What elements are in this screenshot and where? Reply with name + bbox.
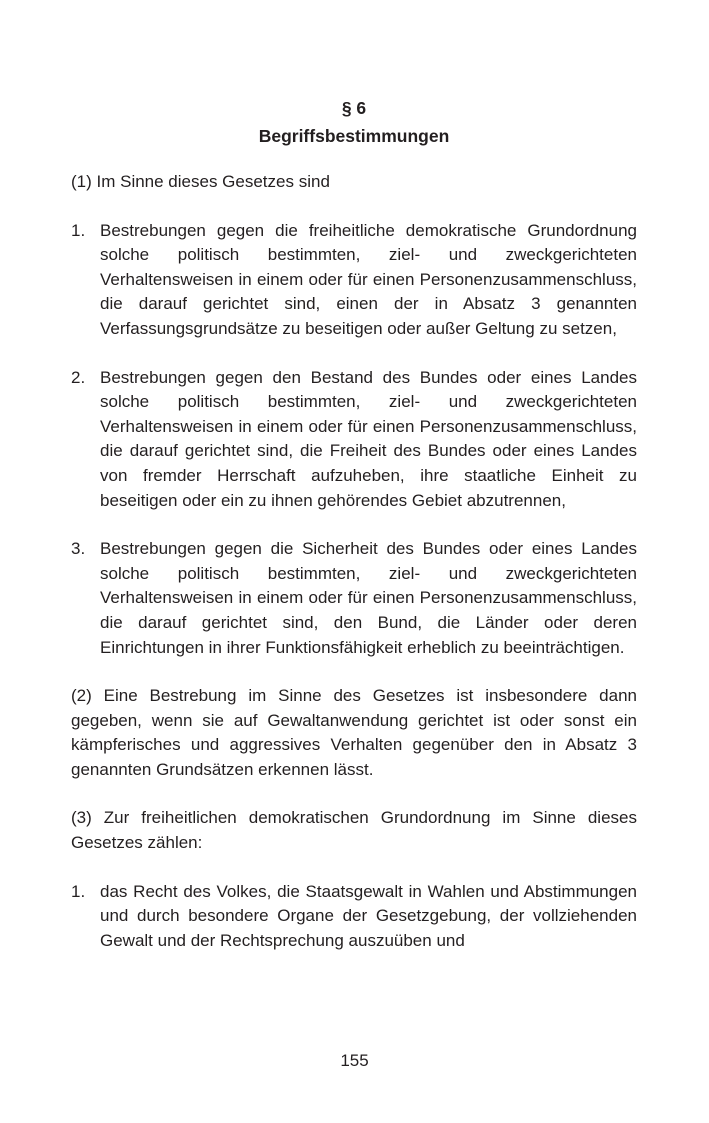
- paragraph-2: (2) Eine Bestrebung im Sinne des Gesetzes ist insbesondere dann gegeben, wenn sie auf Gewaltanwendung gerichtet ist oder sonst ein kämpferisches und aggressives Verhalten gegenüber den in Absatz 3 genannten Grundsätzen erkennen lässt.: [71, 686, 637, 779]
- page-content: [71, 94, 637, 953]
- item-text: das Recht des Volkes, die Staatsgewalt in Wahlen und Abstimmungen und durch besondere Organe der Gesetzgebung, der vollziehenden Gewalt und der Rechtsprechung auszuüben und: [100, 881, 637, 950]
- paragraph-1-item-1: [71, 219, 637, 342]
- item-number: 1.: [71, 220, 86, 240]
- item-text: Bestrebungen gegen die Sicherheit des Bundes oder eines Landes solche politisch bestimmten, ziel- und zweckgerichteten Verhaltensweisen in einem oder für einen Personenzusammenschluss, die darauf gerichtet sind, den Bund, die Länder oder deren Einrichtungen in ihrer Funktionsfähigkeit erheblich zu beeinträchtigen.: [100, 539, 637, 657]
- item-number: 1.: [71, 881, 86, 901]
- item-number: 3.: [71, 539, 86, 559]
- item-number: 2.: [71, 367, 86, 387]
- page-number: 155: [340, 1051, 369, 1070]
- item-text: Bestrebungen gegen den Bestand des Bundes oder eines Landes solche politisch bestimmten, ziel- und zweckgerichteten Verhaltensweisen in einem oder für einen Personenzusammenschluss, die darauf gerichtet sind, die Freiheit des Bundes oder eines Landes von fremder Herrschaft aufzuheben, ihre staatliche Einheit zu beseitigen oder ein zu ihnen gehörendes Gebiet abzutrennen,: [100, 367, 637, 510]
- paragraph-3-intro: (3) Zur freiheitlichen demokratischen Grundordnung im Sinne dieses Gesetzes zählen:: [71, 808, 637, 853]
- section-title: Begriffsbestimmungen: [258, 126, 450, 146]
- section-heading: [71, 94, 637, 150]
- paragraph-1-item-3: [71, 537, 637, 660]
- item-text: Bestrebungen gegen die freiheitliche demokratische Grundordnung solche politisch bestimmten, ziel- und zweckgerichteten Verhaltensweisen in einem oder für einen Personenzusammenschluss, die darauf gerichtet sind, einen der in Absatz 3 genannten Verfassungsgrundsätze zu beseitigen oder außer Geltung zu setzen,: [100, 220, 637, 338]
- paragraph-1-intro: (1) Im Sinne dieses Gesetzes sind: [71, 172, 330, 191]
- paragraph-1-item-2: [71, 366, 637, 514]
- section-number: § 6: [341, 98, 367, 118]
- paragraph-3-item-1: [71, 880, 637, 954]
